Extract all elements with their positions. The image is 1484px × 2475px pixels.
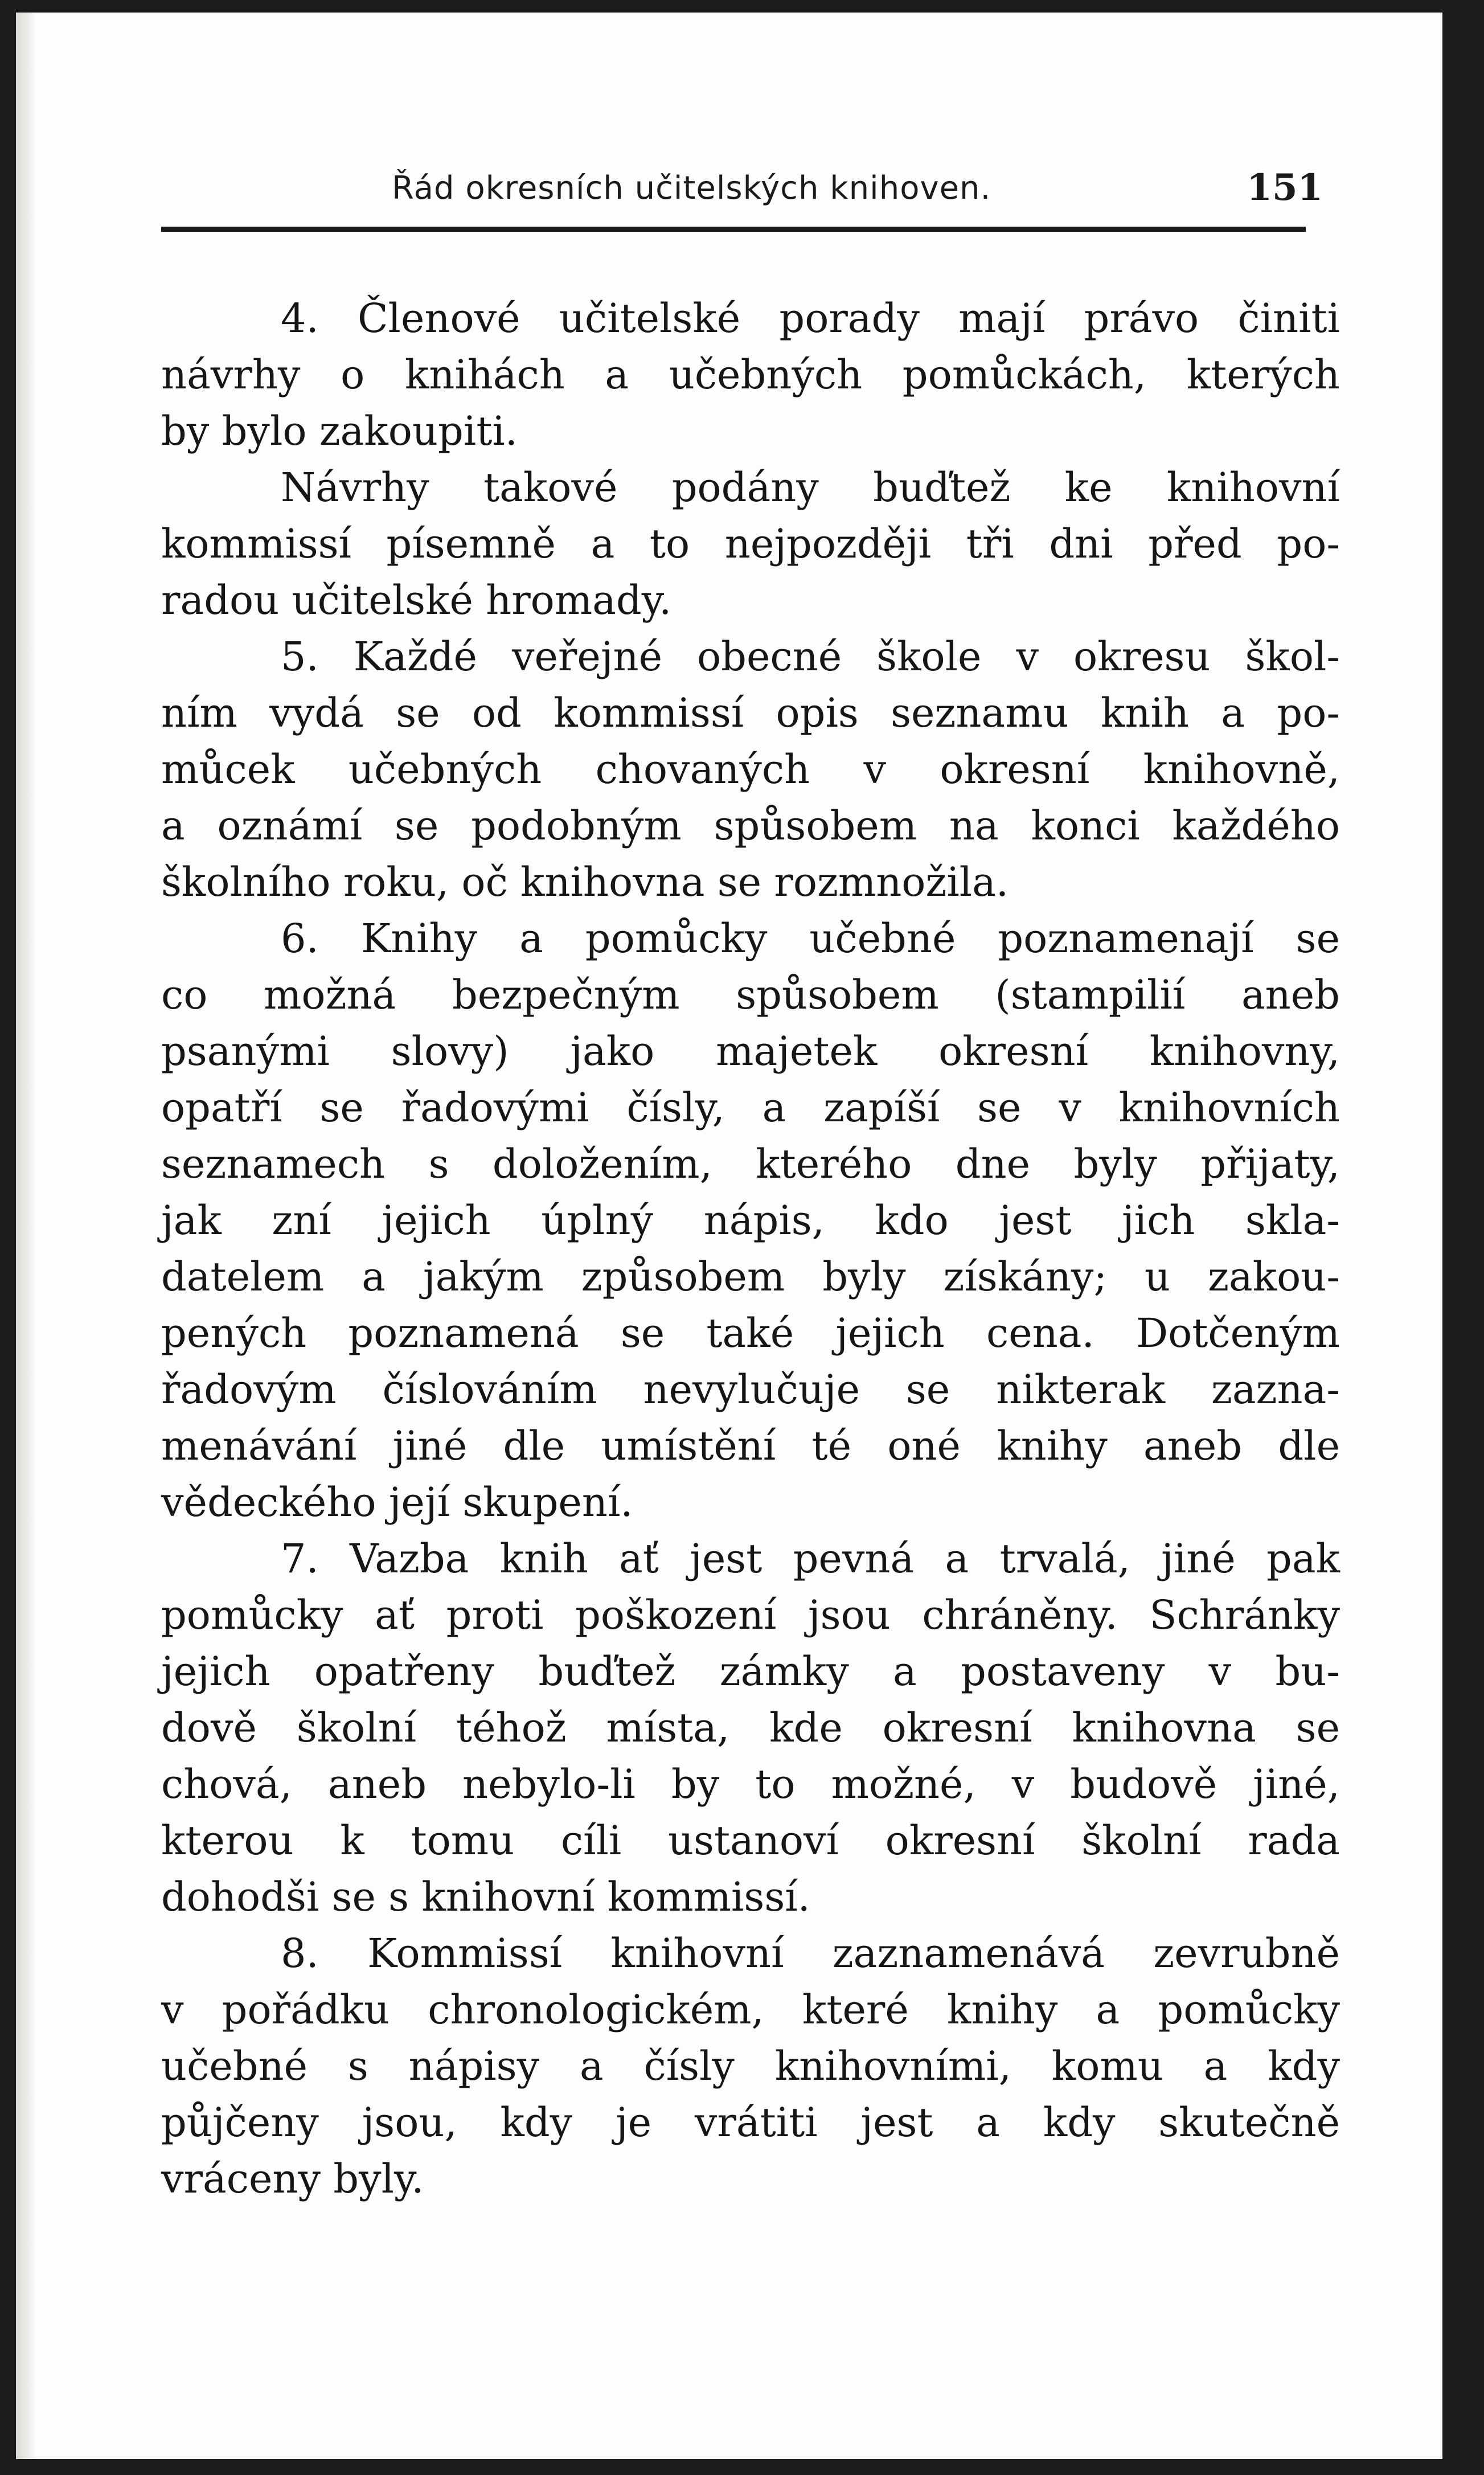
text-line: pomůcky ať proti poškození jsou chráněny. Schránky [161, 1592, 1340, 1638]
text-line: menávání jiné dle umístění té oné knihy aneb dle [161, 1423, 1340, 1469]
text-line: jejich opatřeny buďtež zámky a postaveny v bu- [161, 1648, 1340, 1695]
text-line: dohodši se s knihovní kommissí. [161, 1874, 810, 1920]
text-line: by bylo zakoupiti. [161, 408, 518, 454]
text-line: můcek učebných chovaných v okresní knihovně, [161, 746, 1340, 793]
text-line: návrhy o knihách a učebných pomůckách, kterých [161, 351, 1340, 398]
text-line: v pořádku chronologickém, které knihy a pomůcky [161, 1986, 1340, 2033]
page-number: 151 [1247, 166, 1323, 209]
page-gutter-shadow [16, 13, 38, 2459]
text-line: a oznámí se podobným spůsobem na konci každého [161, 802, 1340, 849]
text-line: pených poznamená se také jejich cena. Dotčeným [161, 1310, 1340, 1357]
book-page [16, 13, 1442, 2459]
text-line: opatří se řadovými čísly, a zapíší se v knihovních [161, 1084, 1340, 1131]
text-line: školního roku, oč knihovna se rozmnožila. [161, 859, 1009, 905]
text-line: co možná bezpečným spůsobem (stampilií aneb [161, 972, 1340, 1018]
text-line: řadovým číslováním nevylučuje se nikterak zazna- [161, 1366, 1340, 1413]
header-rule [161, 227, 1306, 232]
text-line: ním vydá se od kommissí opis seznamu knih a po- [161, 690, 1340, 736]
text-line: radou učitelské hromady. [161, 577, 672, 624]
text-line: datelem a jakým způsobem byly získány; u zakou- [161, 1253, 1340, 1300]
text-line: chová, aneb nebylo-li by to možné, v budově jiné, [161, 1761, 1340, 1808]
text-line: kterou k tomu cíli ustanoví okresní školní rada [161, 1817, 1340, 1864]
text-line: kommissí písemně a to nejpozději tři dni před po- [161, 521, 1340, 567]
running-title: Řád okresních učitelských knihoven. [392, 170, 991, 207]
text-line: dově školní téhož místa, kde okresní knihovna se [161, 1704, 1340, 1751]
text-line: 8. Kommissí knihovní zaznamenává zevrubně [281, 1930, 1340, 1977]
text-line: 4. Členové učitelské porady mají právo činiti [281, 295, 1340, 342]
text-line: 5. Každé veřejné obecné škole v okresu škol- [281, 633, 1340, 680]
text-line: 7. Vazba knih ať jest pevná a trvalá, jiné pak [281, 1535, 1340, 1582]
text-line: jak zní jejich úplný nápis, kdo jest jich skla- [161, 1197, 1340, 1244]
page-header [16, 166, 1442, 218]
text-line: 6. Knihy a pomůcky učebné poznamenají se [281, 915, 1340, 962]
body-text [161, 290, 1340, 2207]
text-line: vráceny byly. [161, 2156, 424, 2202]
text-line: učebné s nápisy a čísly knihovními, komu a kdy [161, 2043, 1340, 2089]
text-line: vědeckého její skupení. [161, 1479, 633, 1526]
text-line: půjčeny jsou, kdy je vrátiti jest a kdy skutečně [161, 2099, 1340, 2146]
text-line: Návrhy takové podány buďtež ke knihovní [281, 464, 1340, 511]
text-line: seznamech s doložením, kterého dne byly přijaty, [161, 1141, 1340, 1187]
text-line: psanými slovy) jako majetek okresní knihovny, [161, 1028, 1340, 1075]
